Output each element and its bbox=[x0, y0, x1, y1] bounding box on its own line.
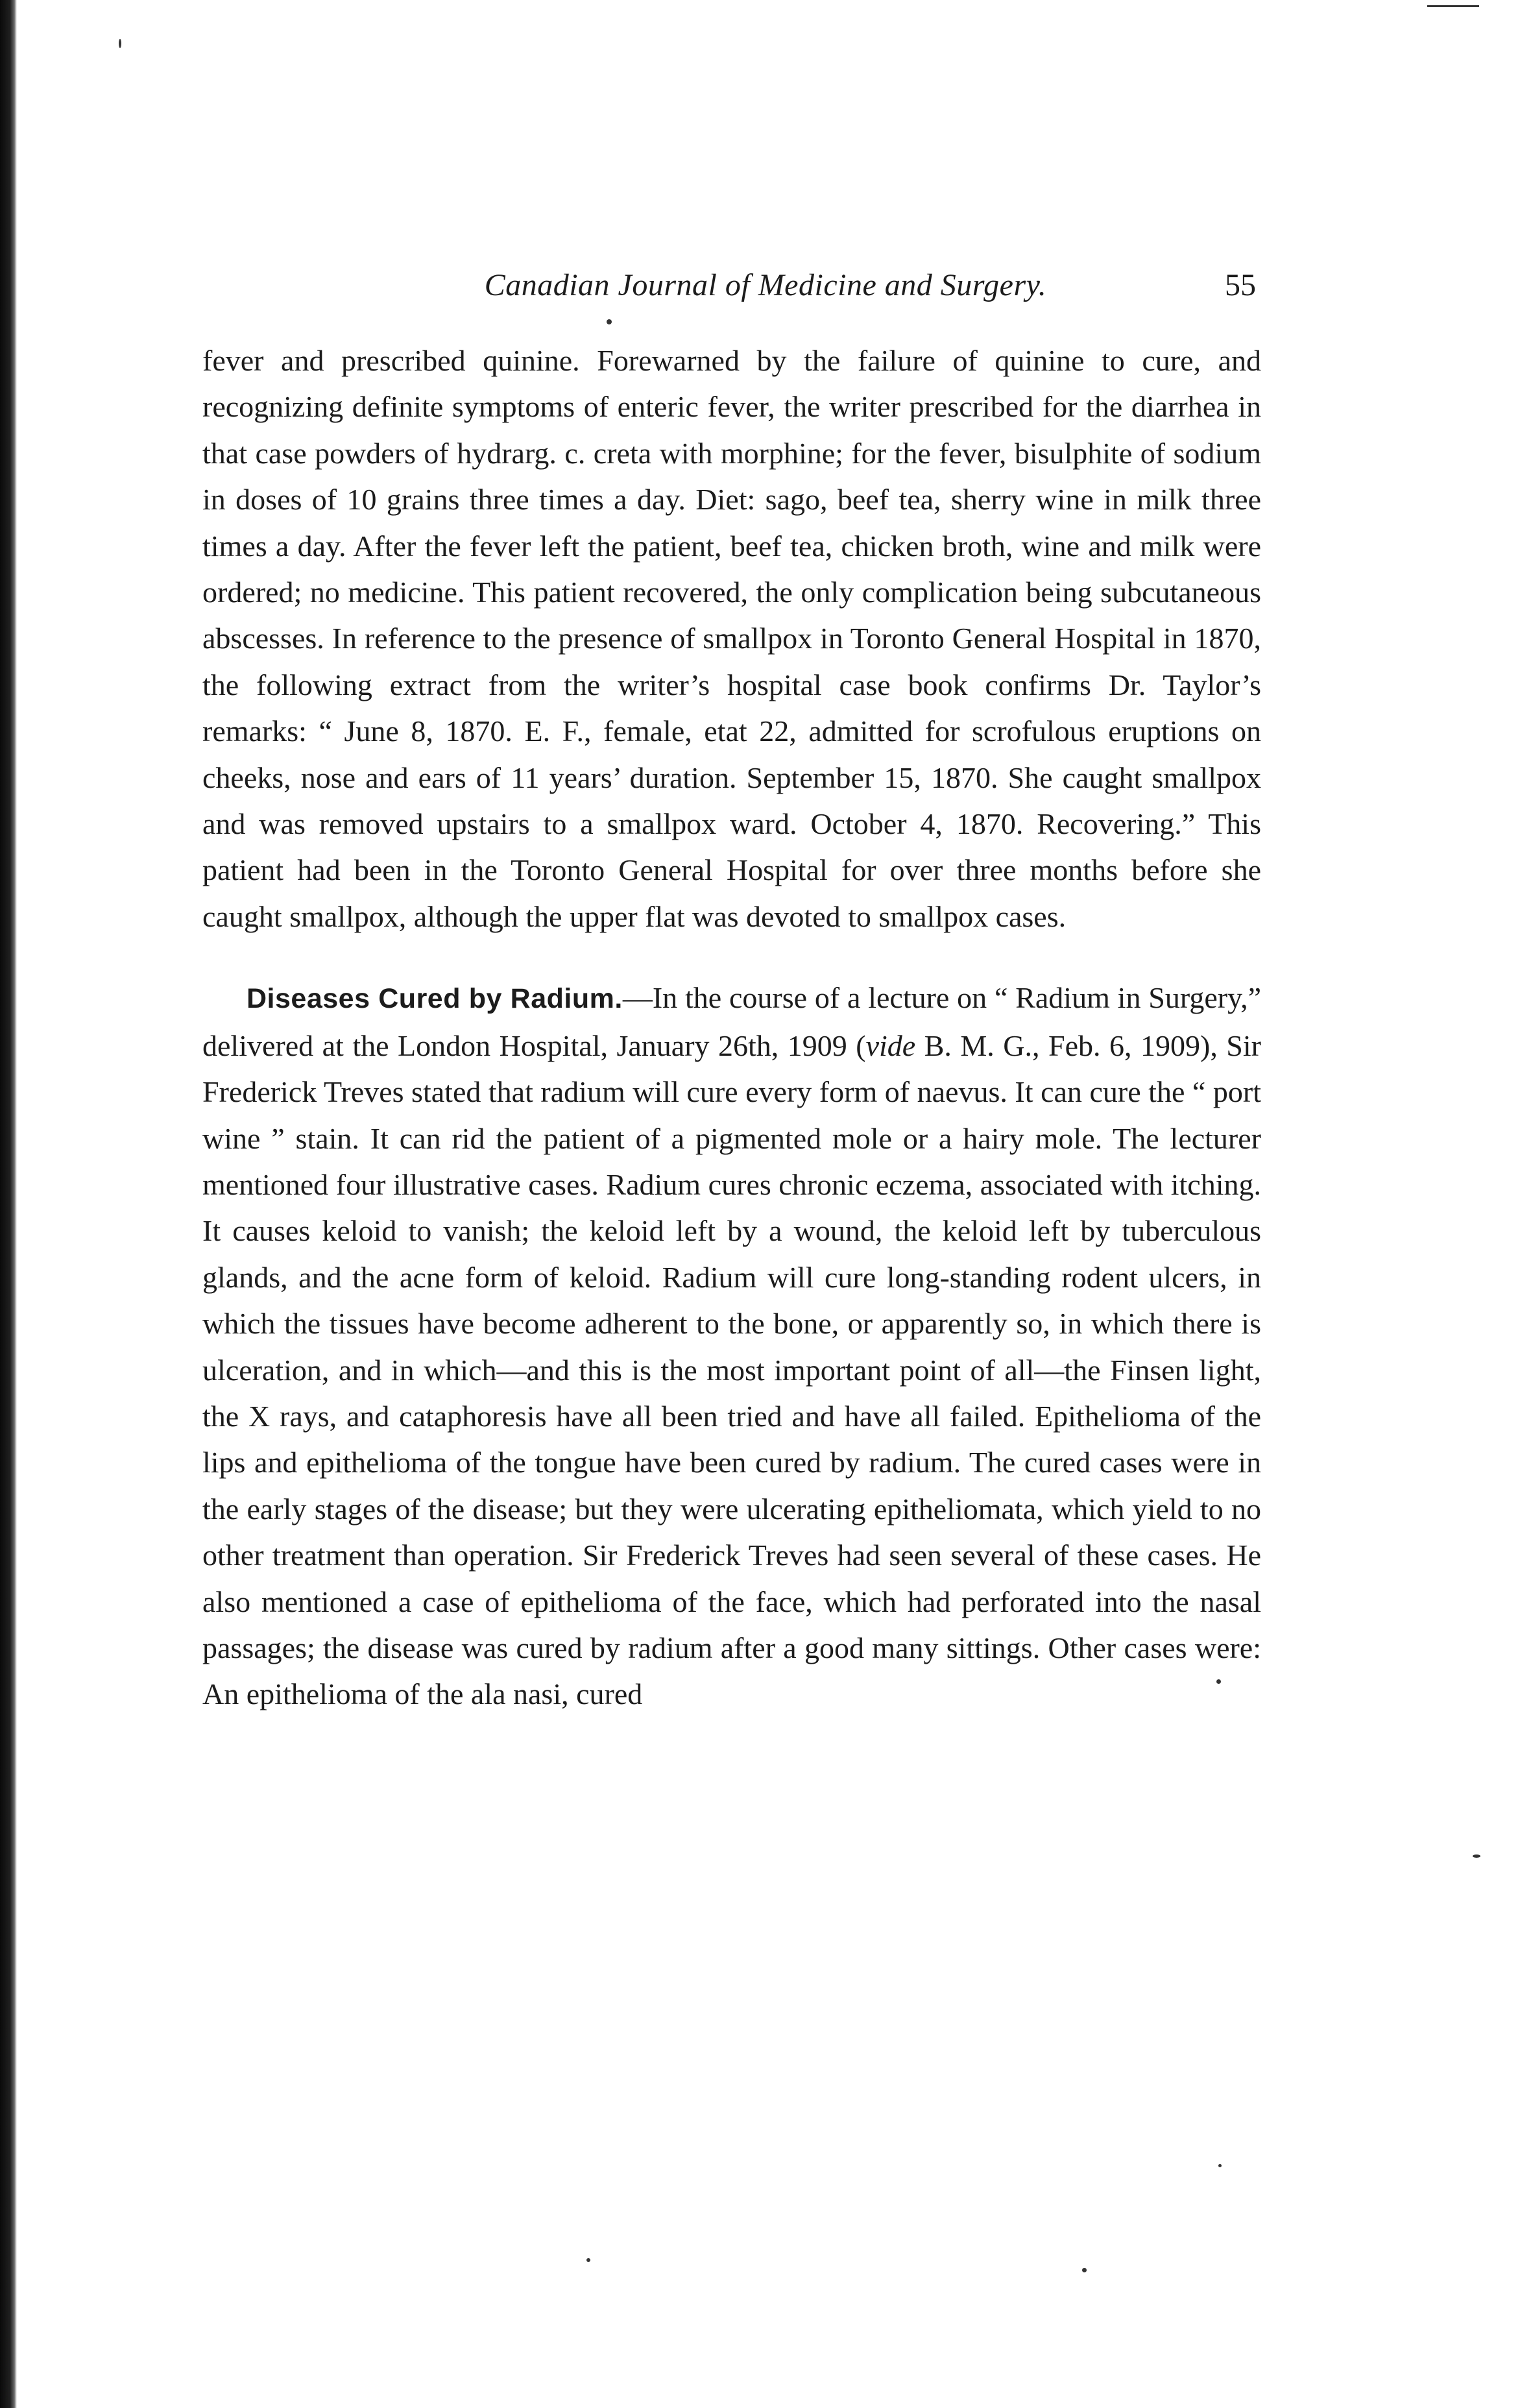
scan-speck bbox=[586, 2258, 590, 2262]
continued-paragraph: fever and prescribed quinine. Forewarned by the failure of quinine to cure, and recognizing definite symptoms of enteric fever, the writer prescribed for the diarrhea in that case powders of hydrarg. c. creta with morphine; for the fever, bisulphite of sodium in doses of 10 grains three times a day. Diet: sago, beef tea, sherry wine in milk three times a day. After the fever left the patient, beef tea, chicken broth, wine and milk were ordered; no medicine. This patient recovered, the only complication being subcutaneous abscesses. In reference to the presence of smallpox in Toronto General Hospital in 1870, the following extract from the writer’s hospital case book confirms Dr. Taylor’s remarks: “ June 8, 1870. E. F., female, etat 22, admitted for scrofulous eruptions on cheeks, nose and ears of 11 years’ duration. September 15, 1870. She caught smallpox and was removed upstairs to a smallpox ward. October 4, 1870. Recovering.” This patient had been in the Toronto General Hospital for over three months before she caught smallpox, although the upper flat was devoted to smallpox cases. bbox=[202, 344, 1261, 933]
radium-paragraph bbox=[202, 975, 1261, 1718]
section-heading: Diseases Cured by Radium. bbox=[247, 983, 623, 1015]
binding-edge-shadow bbox=[0, 0, 17, 2408]
running-header bbox=[202, 267, 1261, 313]
paragraph-text-part-1: —In the course of a lecture on “ Radium in Surgery,” delivered at the London Hospital, January 26th, 1909 ( bbox=[202, 981, 1262, 1062]
scan-speck bbox=[1082, 2268, 1087, 2272]
scan-speck bbox=[607, 319, 612, 324]
body-text bbox=[202, 337, 1261, 1718]
scan-speck bbox=[1473, 1855, 1480, 1858]
scan-speck bbox=[1216, 1679, 1221, 1684]
scan-speck bbox=[1427, 5, 1479, 7]
scan-speck bbox=[1218, 2164, 1222, 2167]
scan-speck bbox=[119, 39, 121, 48]
vide-italic: vide bbox=[865, 1028, 916, 1062]
page-number: 55 bbox=[1225, 268, 1256, 302]
paragraph-text-part-2: B. M. G., Feb. 6, 1909), Sir Frederick Treves stated that radium will cure every form of naevus. It can cure the “ port wine ” stain. It can rid the patient of a pigmented mole or a hairy mole. The lecturer mentioned four illustrative cases. Radium cures chronic eczema, associated with itching. It causes keloid to vanish; the keloid left by a wound, the keloid left by tuberculous glands, and the acne form of keloid. Radium will cure long-standing rodent ulcers, in which the tissues have become adherent to the bone, or apparently so, in which there is ulceration, and in which—and this is the most important point of all—the Finsen light, the X rays, and cataphoresis have all been tried and have all failed. Epithelioma of the lips and epithelioma of the tongue have been cured by radium. The cured cases were in the early stages of the disease; but they were ulcerating epitheliomata, which yield to no other treatment than operation. Sir Frederick Treves had seen several of these cases. He also mentioned a case of epithelioma of the face, which had perforated into the nasal passages; the disease was cured by radium after a good many sittings. Other cases were: An epithelioma of the ala nasi, cured bbox=[202, 1028, 1261, 1711]
journal-title: Canadian Journal of Medicine and Surgery. bbox=[484, 268, 1047, 302]
